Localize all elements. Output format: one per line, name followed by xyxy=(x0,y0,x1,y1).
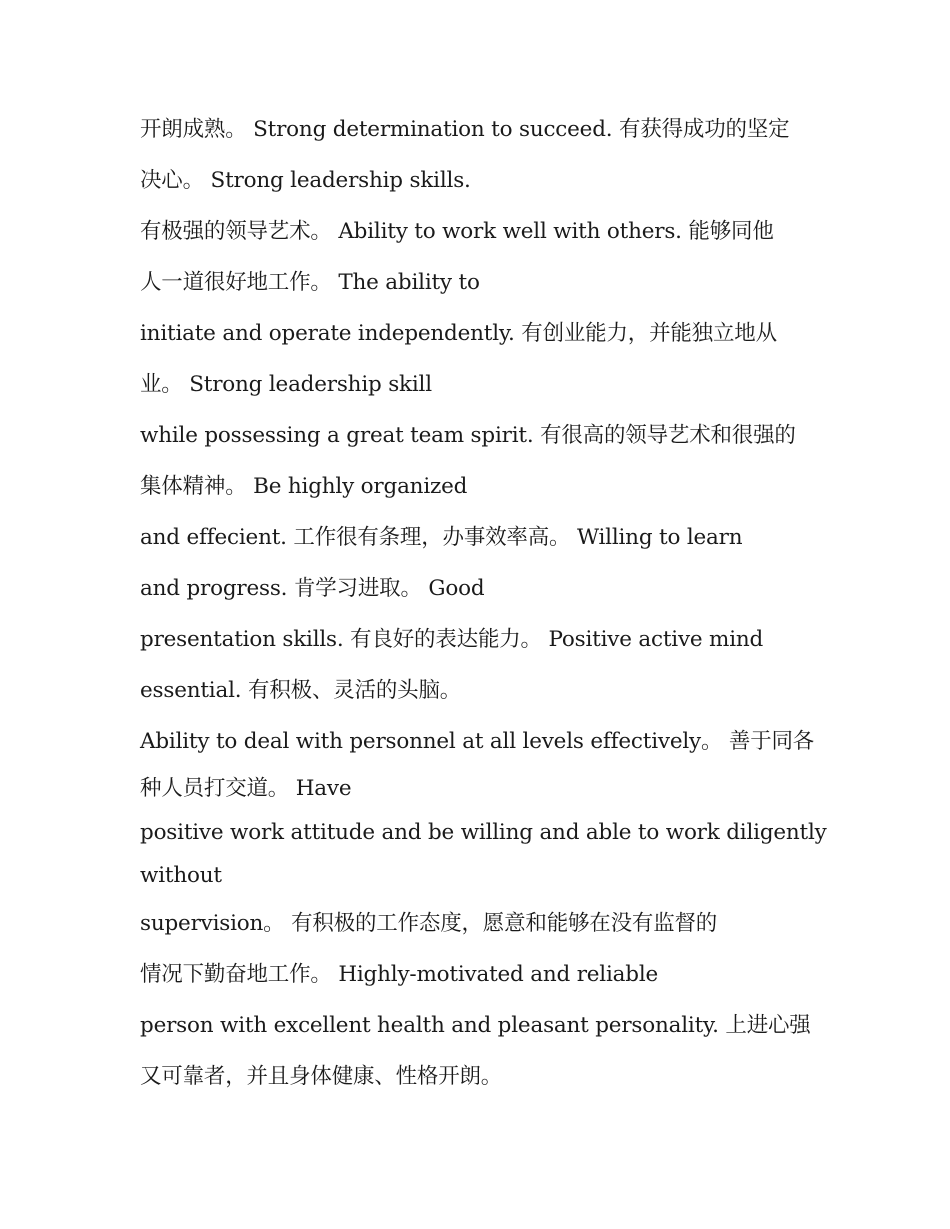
text-line: positive work attitude and be willing and able to work diligently xyxy=(140,820,827,845)
text-line: person with excellent health and pleasant personality. 上进心强 xyxy=(140,1013,811,1038)
text-line: 业。 Strong leadership skill xyxy=(140,372,432,397)
document-body xyxy=(140,104,827,1102)
text-line: 人一道很好地工作。 The ability to xyxy=(140,270,480,295)
text-line: essential. 有积极、灵活的头脑。 xyxy=(140,678,462,703)
text-line: Ability to deal with personnel at all levels effectively。 善于同各 xyxy=(140,729,815,754)
text-line: 决心。 Strong leadership skills. xyxy=(140,168,471,193)
text-line: supervision。 有积极的工作态度，愿意和能够在没有监督的 xyxy=(140,911,718,936)
text-line: without xyxy=(140,863,222,888)
text-line: 又可靠者，并且身体健康、性格开朗。 xyxy=(140,1064,503,1089)
text-line: 情况下勤奋地工作。 Highly-motivated and reliable xyxy=(140,962,659,987)
text-line: 有极强的领导艺术。 Ability to work well with others. 能够同他 xyxy=(140,219,774,244)
text-line: and progress. 肯学习进取。 Good xyxy=(140,576,485,601)
text-line: 种人员打交道。 Have xyxy=(140,776,352,801)
text-line: while possessing a great team spirit. 有很高的领导艺术和很强的 xyxy=(140,423,796,448)
text-line: presentation skills. 有良好的表达能力。 Positive active mind xyxy=(140,627,764,652)
text-line: 开朗成熟。 Strong determination to succeed. 有获得成功的坚定 xyxy=(140,117,790,142)
text-line: and effecient. 工作很有条理，办事效率高。 Willing to learn xyxy=(140,525,743,550)
text-line: initiate and operate independently. 有创业能力，并能独立地从 xyxy=(140,321,777,346)
text-line: 集体精神。 Be highly organized xyxy=(140,474,468,499)
